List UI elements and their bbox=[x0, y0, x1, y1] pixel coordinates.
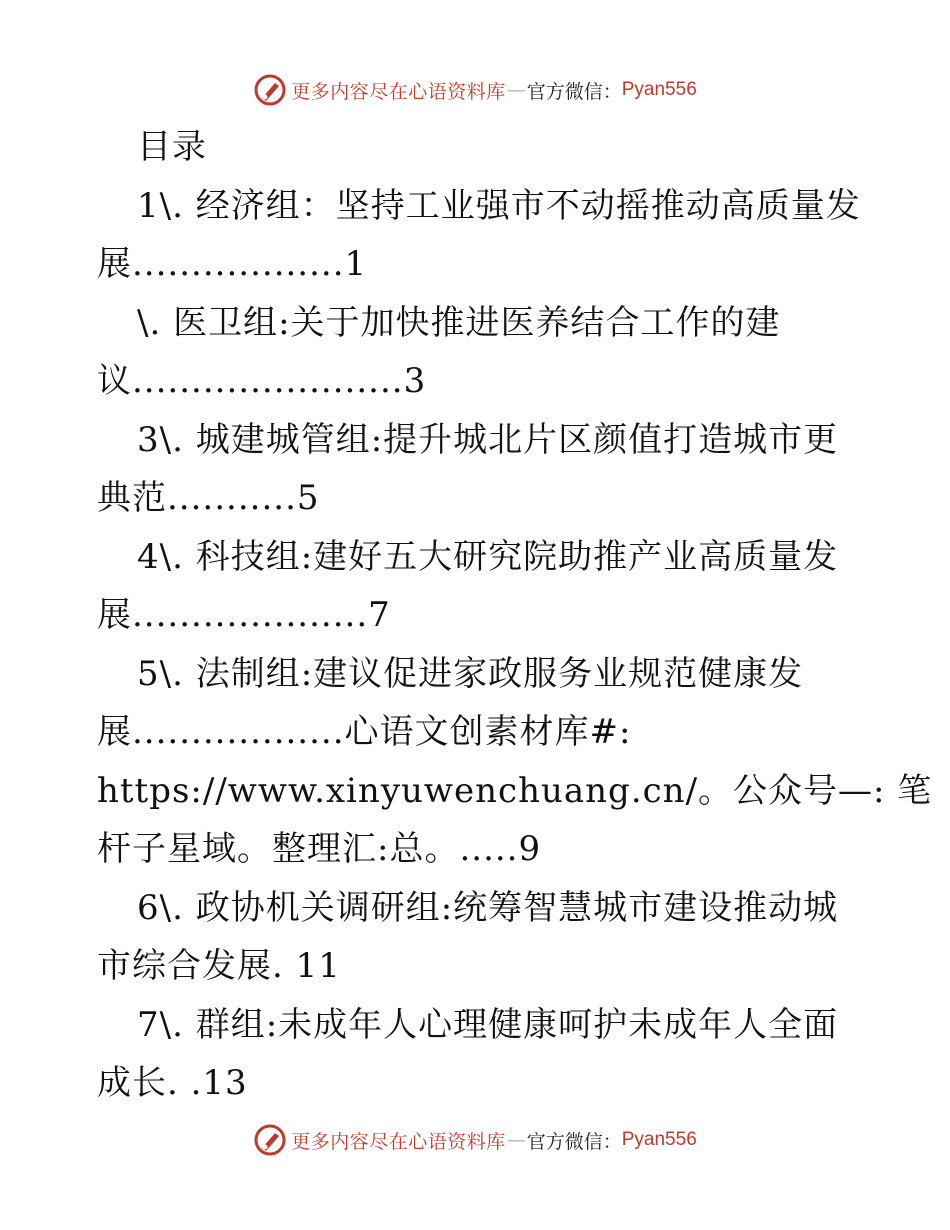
footer-banner-separator: — bbox=[506, 1129, 526, 1151]
toc-line: https://www.xinyuwenchuang.cn/。公众号—: 笔 bbox=[97, 770, 933, 811]
footer-banner bbox=[0, 1120, 950, 1160]
header-wechat-id: Pyan556 bbox=[621, 79, 697, 100]
toc-line: 3\. 城建城管组:提升城北片区颜值打造城市更 bbox=[137, 419, 839, 460]
footer-banner-text: 更多内容尽在心语资料库 bbox=[291, 1130, 506, 1153]
footer-wechat-label: 官方微信： bbox=[526, 1130, 622, 1153]
toc-line: 展....................7 bbox=[97, 595, 391, 635]
header-banner-separator: — bbox=[506, 79, 526, 101]
toc-line: 典范...........5 bbox=[97, 478, 320, 518]
pen-logo-icon bbox=[253, 1123, 287, 1157]
toc-line: 展..................1 bbox=[97, 244, 368, 284]
toc-line: 市综合发展. 11 bbox=[97, 946, 341, 986]
toc-line: 议.......................3 bbox=[97, 361, 427, 401]
toc-title: 目录 bbox=[137, 127, 207, 167]
toc-line: 5\. 法制组:建议促进家政服务业规范健康发 bbox=[137, 653, 804, 694]
toc-line: 杆子星域。整理汇:总。.....9 bbox=[97, 829, 542, 869]
toc-line: 展..................心语文创素材库#: bbox=[97, 712, 632, 752]
toc-line: 4\. 科技组:建好五大研究院助推产业高质量发 bbox=[137, 536, 839, 577]
toc-line: 成长. .13 bbox=[97, 1063, 248, 1103]
toc-line: 6\. 政协机关调研组:统筹智慧城市建设推动城 bbox=[137, 887, 839, 928]
header-wechat-label: 官方微信： bbox=[526, 80, 622, 103]
toc-line: 7\. 群组:未成年人心理健康呵护未成年人全面 bbox=[137, 1004, 839, 1045]
header-banner bbox=[0, 70, 950, 110]
table-of-contents bbox=[97, 118, 933, 1113]
footer-wechat-id: Pyan556 bbox=[621, 1129, 697, 1150]
toc-line: 1\. 经济组：坚持工业强市不动摇推动高质量发 bbox=[137, 185, 861, 226]
toc-line: \. 医卫组:关于加快推进医养结合工作的建 bbox=[137, 302, 781, 343]
header-banner-text: 更多内容尽在心语资料库 bbox=[291, 80, 506, 103]
pen-logo-icon bbox=[253, 73, 287, 107]
